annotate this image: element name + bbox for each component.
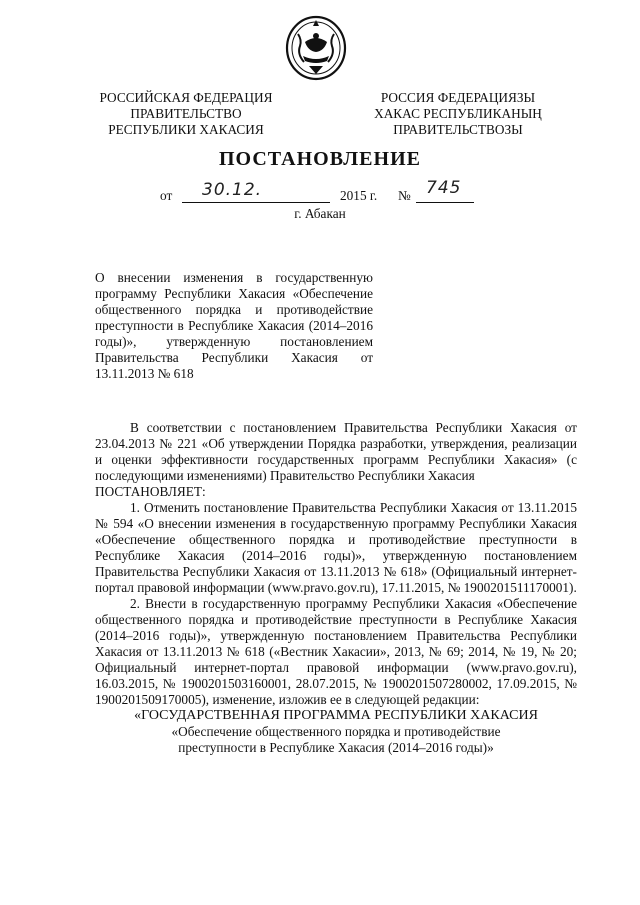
date-prefix: от	[160, 188, 173, 203]
year-text: 2015 г.	[340, 188, 378, 203]
header-right-line-1: РОССИЯ ФЕДЕРАЦИЯЗЫ	[380, 90, 536, 105]
header-left-line-2: ПРАВИТЕЛЬСТВО	[130, 106, 242, 121]
body-text	[95, 420, 577, 756]
document-title: ПОСТАНОВЛЕНИЕ	[219, 148, 421, 170]
header-left-line-1: РОССИЙСКАЯ ФЕДЕРАЦИЯ	[99, 90, 273, 105]
number-sign: №	[398, 188, 411, 203]
handwritten-number: 745	[426, 178, 462, 198]
item-1-paragraph: 1. Отменить постановление Правительства Республики Хакасия от 13.11.2015 № 594 «О внесении изменения в государственную программу Республики Хакасия «Обеспечение общественного порядка и противодействие преступности в Республике Хакасия (2014–2016 годы)», утвержденную постановлением Правительства Республики Хакасия от 13.11.2013 № 618» (Официальный интернет-портал правовой информации (www.pravo.gov.ru), 17.11.2015, № 1900201511170001).	[95, 500, 577, 595]
program-subtitle-line-1: «Обеспечение общественного порядка и противодействие	[171, 724, 501, 739]
city-text: г. Абакан	[294, 206, 346, 221]
header-right-line-2: ХАКАС РЕСПУБЛИКАНЫҢ	[374, 106, 542, 121]
header-khakas	[360, 90, 556, 138]
subject-block: О внесении изменения в государственную программу Республики Хакасия «Обеспечение общественного порядка и противодействие преступности в Республике Хакасия (2014–2016 годы)», утвержденную постановлением Правительства Республики Хакасия от 13.11.2013 № 618	[95, 270, 373, 381]
program-title: «ГОСУДАРСТВЕННАЯ ПРОГРАММА РЕСПУБЛИКИ ХАКАСИЯ	[134, 708, 538, 723]
resolves-text: ПОСТАНОВЛЯЕТ:	[95, 484, 206, 499]
header-left-line-3: РЕСПУБЛИКИ ХАКАСИЯ	[108, 122, 264, 137]
header-right-line-3: ПРАВИТЕЛЬСТВОЗЫ	[393, 122, 523, 137]
intro-paragraph: В соответствии с постановлением Правительства Республики Хакасия от 23.04.2013 № 221 «Об утверждении Порядка разработки, утверждения, реализации и оценки эффективности государственных программ Республики Хакасия» (с последующими изменениями) Правительство Республики Хакасия	[95, 420, 577, 483]
handwritten-date: 30.12.	[202, 180, 263, 200]
item-2-paragraph: 2. Внести в государственную программу Республики Хакасия «Обеспечение общественного порядка и противодействие преступности в Республике Хакасия (2014–2016 годы)», утвержденную постановлением Правительства Республики Хакасия от 13.11.2013 № 618 («Вестник Хакасии», 2013, № 69; 2014, № 19, № 20; Официальный интернет-портал правовой информации (www.pravo.gov.ru), 16.03.2015, № 1900201503160001, 28.07.2015, № 1900201507280002, 17.09.2015, № 1900201509170005), изменение, изложив ее в следующей редакции:	[95, 596, 577, 707]
program-subtitle-line-2: преступности в Республике Хакасия (2014–2016 годы)»	[178, 740, 494, 755]
header-russian	[88, 90, 284, 138]
date-number-line	[140, 178, 520, 206]
coat-of-arms-icon	[283, 12, 349, 82]
